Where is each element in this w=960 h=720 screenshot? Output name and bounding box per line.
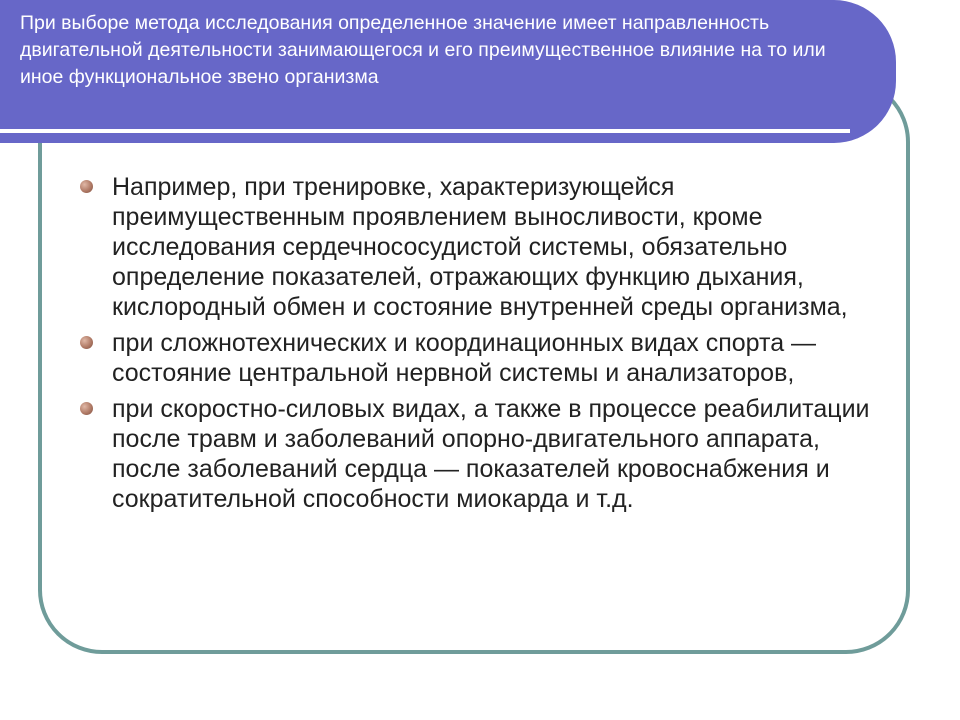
bullet-dot-icon [80,336,93,349]
title-underline [0,129,850,133]
bullet-dot-icon [80,402,93,415]
bullet-dot-icon [80,180,93,193]
bullet-list [80,172,890,520]
bullet-item [80,172,890,322]
slide-title: При выборе метода исследования определенное значение имеет направленность двигательной деятельности занимающегося и его преимущественное влияние на то или иное функциональное звено организма [20,12,826,88]
bullet-text: Например, при тренировке, характеризующейся преимущественным проявлением выносливости, кроме исследования сердечнососудистой системы, обязательно определение показателей, отражающих функцию дыхания, кислородный обмен и состояние внутренней среды организма, [112,173,848,321]
bullet-item [80,394,890,514]
bullet-item [80,328,890,388]
title-bar [0,0,896,143]
bullet-text: при сложнотехнических и координационных видах спорта — состояние центральной нервной системы и анализаторов, [112,329,817,387]
bullet-text: при скоростно-силовых видах, а также в процессе реабилитации после травм и заболеваний опорно-двигательного аппарата, после заболеваний сердца — показателей кровоснабжения и сократительной способности миокарда и т.д. [112,395,870,513]
